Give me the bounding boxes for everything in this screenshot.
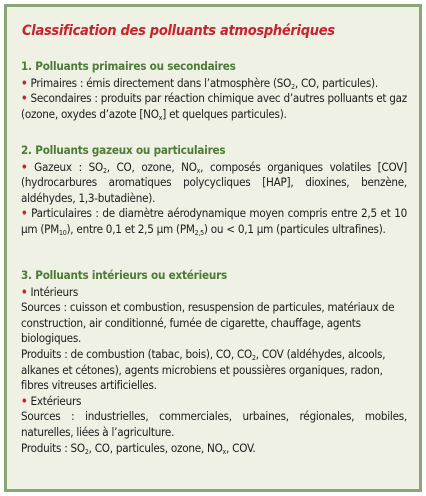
section-indoor-outdoor bbox=[21, 268, 407, 456]
bullet-gazeux bbox=[21, 160, 407, 207]
label-interieurs: Intérieurs bbox=[30, 284, 79, 299]
sub-pm10: 10 bbox=[58, 228, 67, 237]
sub-pm25: 2,5 bbox=[194, 228, 204, 237]
bullet-particulaires bbox=[21, 206, 407, 237]
text-gazeux-tail: , composés organiques volatiles [COV] (hydrocarbures aromatiques polycycliques [HAP], dioxines, benzène, aldéhydes, 1,3-butadiène). bbox=[21, 159, 407, 205]
section-3-heading: 3. Polluants intérieurs ou extérieurs bbox=[21, 268, 228, 282]
bullet-marker: • bbox=[21, 159, 28, 174]
box-title: Classification des polluants atmosphériques bbox=[22, 23, 335, 39]
exterieurs-sources: Sources : industrielles, commerciales, urbaines, régionales, mobiles, naturelles, liées à l’agriculture. bbox=[21, 409, 407, 439]
text-pm-b: ), entre 0,1 et 2,5 µm (PM bbox=[66, 221, 195, 236]
label-particulaires: Particulaires : bbox=[31, 206, 99, 221]
exterieurs-produits bbox=[21, 441, 407, 457]
text-pm-c: ) ou < 0,1 µm (particules ultrafines). bbox=[203, 221, 386, 236]
bullet-secondaires bbox=[21, 91, 407, 122]
sub-nox: x bbox=[222, 447, 227, 456]
bullet-marker: • bbox=[21, 284, 28, 299]
text-secondaires-tail: ] et quelques particules). bbox=[162, 106, 287, 121]
text-ext-prod-c: , COV. bbox=[226, 440, 256, 455]
text-ext-prod-a: Produits : SO bbox=[21, 440, 85, 455]
section-1-heading: 1. Polluants primaires ou secondaires bbox=[21, 59, 236, 73]
bullet-primaires bbox=[21, 76, 407, 92]
text-int-prod-b: , COV (aldéhydes, alcools, alkanes et cétones), agents microbiens et poussières organiques, radon, fibres vitreuses artificielles. bbox=[21, 346, 386, 393]
text-int-prod-a: Produits : de combustion (tabac, bois), CO, CO bbox=[21, 346, 252, 361]
label-primaires: Primaires : bbox=[30, 75, 84, 90]
text-primaires-tail: , CO, particules). bbox=[294, 75, 378, 90]
interieurs-sources: Sources : cuisson et combustion, resuspension de particules, matériaux de construction, air conditionné, fumée de cigarette, chauffage, agents biologiques. bbox=[21, 300, 395, 346]
section-2-heading: 2. Polluants gazeux ou particulaires bbox=[21, 143, 226, 157]
classification-box bbox=[4, 4, 422, 492]
sub-so2: 2 bbox=[291, 82, 295, 91]
interieurs-produits bbox=[21, 347, 407, 394]
bullet-exterieurs bbox=[21, 394, 407, 410]
text-no: , CO, ozone, NO bbox=[106, 159, 197, 174]
label-gazeux: Gazeux : bbox=[34, 159, 82, 174]
bullet-marker: • bbox=[21, 75, 28, 90]
sub-co2: 2 bbox=[251, 353, 256, 362]
text-secondaires: produits par réaction chimique avec d’autres polluants et gaz (ozone, oxydes d’azote [NO bbox=[21, 91, 408, 121]
sub-nox: x bbox=[196, 166, 201, 175]
section-primary-secondary bbox=[21, 59, 407, 122]
sub-so2: 2 bbox=[102, 166, 107, 175]
section-gaseous-particulate bbox=[21, 143, 407, 238]
text-ext-prod-b: , CO, particules, ozone, NO bbox=[88, 440, 223, 455]
bullet-marker: • bbox=[21, 91, 28, 106]
text-primaires: émis directement dans l’atmosphère (SO bbox=[86, 75, 292, 90]
sub-nox: x bbox=[158, 113, 163, 122]
text-so: SO bbox=[88, 159, 103, 174]
bullet-interieurs bbox=[21, 285, 407, 301]
label-secondaires: Secondaires : bbox=[30, 91, 98, 106]
sub-so2: 2 bbox=[84, 447, 89, 456]
text-pm-a: de diamètre aérodynamique moyen compris entre 2,5 et 10 µm (PM bbox=[21, 206, 408, 236]
bullet-marker: • bbox=[21, 206, 28, 221]
label-exterieurs: Extérieurs bbox=[30, 393, 82, 408]
bullet-marker: • bbox=[21, 393, 28, 408]
